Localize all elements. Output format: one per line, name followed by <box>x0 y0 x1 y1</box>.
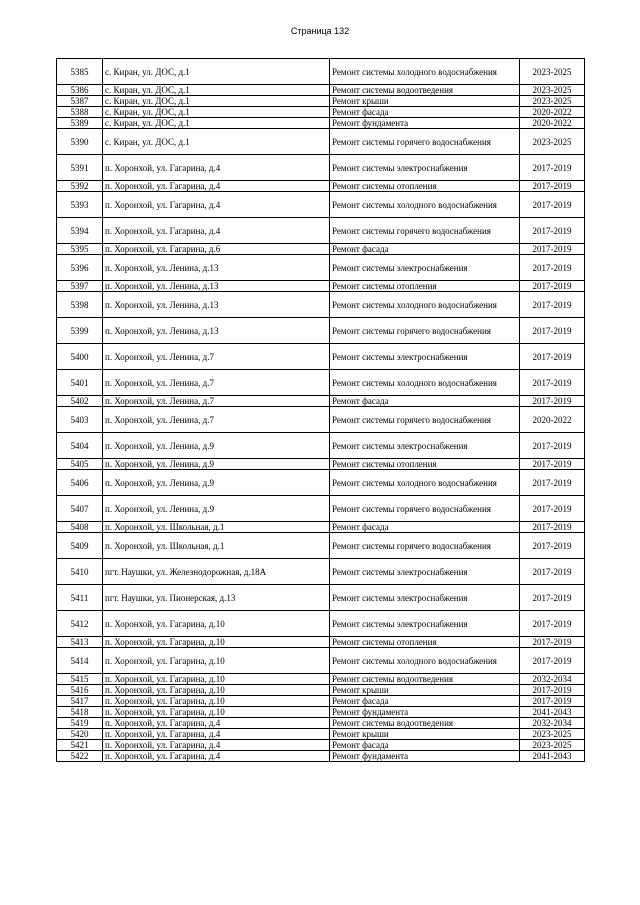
address-cell: с. Киран, ул. ДОС, д.1 <box>103 107 330 118</box>
address-cell: п. Хоронхой, ул. Школьная, д.1 <box>103 533 330 559</box>
row-number-cell: 5405 <box>57 459 103 470</box>
table-row <box>57 255 585 281</box>
address-cell: п. Хоронхой, ул. Гагарина, д.10 <box>103 685 330 696</box>
work-type-cell: Ремонт системы отопления <box>330 459 520 470</box>
address-cell: п. Хоронхой, ул. Гагарина, д.10 <box>103 611 330 637</box>
row-number-cell: 5413 <box>57 637 103 648</box>
period-cell: 2017-2019 <box>520 648 585 674</box>
address-cell: п. Хоронхой, ул. Гагарина, д.10 <box>103 696 330 707</box>
table-row <box>57 344 585 370</box>
period-cell: 2017-2019 <box>520 155 585 181</box>
table-row <box>57 707 585 718</box>
work-type-cell: Ремонт крыши <box>330 729 520 740</box>
work-type-cell: Ремонт системы горячего водоснабжения <box>330 533 520 559</box>
work-type-cell: Ремонт системы горячего водоснабжения <box>330 129 520 155</box>
row-number-cell: 5390 <box>57 129 103 155</box>
period-cell: 2017-2019 <box>520 685 585 696</box>
period-cell: 2017-2019 <box>520 255 585 281</box>
period-cell: 2017-2019 <box>520 533 585 559</box>
address-cell: п. Хоронхой, ул. Ленина, д.9 <box>103 496 330 522</box>
work-type-cell: Ремонт системы горячего водоснабжения <box>330 218 520 244</box>
period-cell: 2017-2019 <box>520 696 585 707</box>
work-type-cell: Ремонт системы отопления <box>330 637 520 648</box>
work-type-cell: Ремонт системы холодного водоснабжения <box>330 292 520 318</box>
table-row <box>57 433 585 459</box>
period-cell: 2017-2019 <box>520 370 585 396</box>
row-number-cell: 5415 <box>57 674 103 685</box>
table-row <box>57 522 585 533</box>
period-cell: 2017-2019 <box>520 344 585 370</box>
work-type-cell: Ремонт системы электроснабжения <box>330 611 520 637</box>
address-cell: пгт. Наушки, ул. Пионерская, д.13 <box>103 585 330 611</box>
address-cell: с. Киран, ул. ДОС, д.1 <box>103 129 330 155</box>
table-row <box>57 585 585 611</box>
row-number-cell: 5416 <box>57 685 103 696</box>
table-row <box>57 611 585 637</box>
address-cell: п. Хоронхой, ул. Ленина, д.9 <box>103 433 330 459</box>
table-row <box>57 637 585 648</box>
address-cell: п. Хоронхой, ул. Гагарина, д.4 <box>103 751 330 762</box>
work-type-cell: Ремонт системы электроснабжения <box>330 559 520 585</box>
table-row <box>57 318 585 344</box>
table-row <box>57 685 585 696</box>
work-type-cell: Ремонт системы холодного водоснабжения <box>330 648 520 674</box>
address-cell: п. Хоронхой, ул. Ленина, д.13 <box>103 255 330 281</box>
address-cell: п. Хоронхой, ул. Гагарина, д.10 <box>103 648 330 674</box>
period-cell: 2032-2034 <box>520 674 585 685</box>
table-row <box>57 674 585 685</box>
work-type-cell: Ремонт системы электроснабжения <box>330 433 520 459</box>
table-row <box>57 218 585 244</box>
period-cell: 2032-2034 <box>520 718 585 729</box>
row-number-cell: 5395 <box>57 244 103 255</box>
address-cell: п. Хоронхой, ул. Гагарина, д.4 <box>103 718 330 729</box>
period-cell: 2017-2019 <box>520 637 585 648</box>
address-cell: пгт. Наушки, ул. Железнодорожная, д.18А <box>103 559 330 585</box>
work-type-cell: Ремонт системы водоотведения <box>330 85 520 96</box>
address-cell: п. Хоронхой, ул. Гагарина, д.4 <box>103 192 330 218</box>
address-cell: п. Хоронхой, ул. Гагарина, д.4 <box>103 181 330 192</box>
row-number-cell: 5393 <box>57 192 103 218</box>
row-number-cell: 5398 <box>57 292 103 318</box>
row-number-cell: 5387 <box>57 96 103 107</box>
address-cell: п. Хоронхой, ул. Ленина, д.13 <box>103 318 330 344</box>
address-cell: с. Киран, ул. ДОС, д.1 <box>103 85 330 96</box>
period-cell: 2017-2019 <box>520 611 585 637</box>
table-row <box>57 496 585 522</box>
work-type-cell: Ремонт фундамента <box>330 751 520 762</box>
table-row <box>57 729 585 740</box>
period-cell: 2017-2019 <box>520 470 585 496</box>
work-type-cell: Ремонт системы отопления <box>330 281 520 292</box>
address-cell: п. Хоронхой, ул. Гагарина, д.10 <box>103 707 330 718</box>
table-row <box>57 696 585 707</box>
address-cell: п. Хоронхой, ул. Ленина, д.7 <box>103 407 330 433</box>
row-number-cell: 5412 <box>57 611 103 637</box>
row-number-cell: 5399 <box>57 318 103 344</box>
work-type-cell: Ремонт системы холодного водоснабжения <box>330 59 520 85</box>
period-cell: 2020-2022 <box>520 107 585 118</box>
work-type-cell: Ремонт системы электроснабжения <box>330 155 520 181</box>
address-cell: п. Хоронхой, ул. Ленина, д.13 <box>103 281 330 292</box>
work-type-cell: Ремонт крыши <box>330 96 520 107</box>
row-number-cell: 5421 <box>57 740 103 751</box>
table-row <box>57 370 585 396</box>
row-number-cell: 5417 <box>57 696 103 707</box>
work-type-cell: Ремонт фасада <box>330 740 520 751</box>
work-type-cell: Ремонт системы электроснабжения <box>330 255 520 281</box>
table-row <box>57 407 585 433</box>
period-cell: 2020-2022 <box>520 118 585 129</box>
work-type-cell: Ремонт системы горячего водоснабжения <box>330 318 520 344</box>
address-cell: п. Хоронхой, ул. Гагарина, д.6 <box>103 244 330 255</box>
period-cell: 2017-2019 <box>520 192 585 218</box>
work-type-cell: Ремонт фасада <box>330 396 520 407</box>
table-body <box>57 59 585 762</box>
period-cell: 2041-2043 <box>520 707 585 718</box>
address-cell: п. Хоронхой, ул. Ленина, д.13 <box>103 292 330 318</box>
period-cell: 2041-2043 <box>520 751 585 762</box>
work-type-cell: Ремонт системы электроснабжения <box>330 344 520 370</box>
period-cell: 2023-2025 <box>520 740 585 751</box>
row-number-cell: 5391 <box>57 155 103 181</box>
address-cell: п. Хоронхой, ул. Ленина, д.7 <box>103 396 330 407</box>
row-number-cell: 5414 <box>57 648 103 674</box>
table-row <box>57 648 585 674</box>
row-number-cell: 5394 <box>57 218 103 244</box>
work-type-cell: Ремонт системы отопления <box>330 181 520 192</box>
address-cell: с. Киран, ул. ДОС, д.1 <box>103 118 330 129</box>
address-cell: п. Хоронхой, ул. Гагарина, д.10 <box>103 674 330 685</box>
table-row <box>57 85 585 96</box>
address-cell: п. Хоронхой, ул. Ленина, д.7 <box>103 344 330 370</box>
row-number-cell: 5400 <box>57 344 103 370</box>
period-cell: 2017-2019 <box>520 459 585 470</box>
period-cell: 2017-2019 <box>520 281 585 292</box>
address-cell: п. Хоронхой, ул. Школьная, д.1 <box>103 522 330 533</box>
period-cell: 2017-2019 <box>520 181 585 192</box>
table-row <box>57 118 585 129</box>
row-number-cell: 5408 <box>57 522 103 533</box>
table-row <box>57 129 585 155</box>
address-cell: п. Хоронхой, ул. Ленина, д.9 <box>103 470 330 496</box>
table-row <box>57 740 585 751</box>
row-number-cell: 5419 <box>57 718 103 729</box>
period-cell: 2017-2019 <box>520 396 585 407</box>
period-cell: 2017-2019 <box>520 522 585 533</box>
row-number-cell: 5403 <box>57 407 103 433</box>
row-number-cell: 5397 <box>57 281 103 292</box>
table-row <box>57 470 585 496</box>
address-cell: с. Киран, ул. ДОС, д.1 <box>103 59 330 85</box>
row-number-cell: 5409 <box>57 533 103 559</box>
table-row <box>57 244 585 255</box>
work-type-cell: Ремонт фасада <box>330 244 520 255</box>
work-type-cell: Ремонт системы холодного водоснабжения <box>330 370 520 396</box>
table-row <box>57 559 585 585</box>
period-cell: 2017-2019 <box>520 433 585 459</box>
period-cell: 2023-2025 <box>520 85 585 96</box>
table-row <box>57 59 585 85</box>
work-type-cell: Ремонт системы горячего водоснабжения <box>330 407 520 433</box>
row-number-cell: 5389 <box>57 118 103 129</box>
row-number-cell: 5386 <box>57 85 103 96</box>
work-type-cell: Ремонт системы водоотведения <box>330 674 520 685</box>
row-number-cell: 5406 <box>57 470 103 496</box>
period-cell: 2017-2019 <box>520 559 585 585</box>
row-number-cell: 5385 <box>57 59 103 85</box>
period-cell: 2017-2019 <box>520 496 585 522</box>
row-number-cell: 5401 <box>57 370 103 396</box>
page-number-label: Страница 132 <box>290 26 350 36</box>
work-type-cell: Ремонт фундамента <box>330 118 520 129</box>
table-row <box>57 155 585 181</box>
period-cell: 2017-2019 <box>520 318 585 344</box>
work-type-cell: Ремонт системы водоотведения <box>330 718 520 729</box>
address-cell: п. Хоронхой, ул. Гагарина, д.4 <box>103 218 330 244</box>
address-cell: п. Хоронхой, ул. Ленина, д.7 <box>103 370 330 396</box>
table-row <box>57 281 585 292</box>
table-row <box>57 396 585 407</box>
address-cell: п. Хоронхой, ул. Гагарина, д.4 <box>103 155 330 181</box>
work-type-cell: Ремонт системы горячего водоснабжения <box>330 496 520 522</box>
period-cell: 2017-2019 <box>520 585 585 611</box>
table-row <box>57 107 585 118</box>
period-cell: 2017-2019 <box>520 218 585 244</box>
period-cell: 2017-2019 <box>520 244 585 255</box>
work-type-cell: Ремонт фундамента <box>330 707 520 718</box>
row-number-cell: 5411 <box>57 585 103 611</box>
work-type-cell: Ремонт системы холодного водоснабжения <box>330 192 520 218</box>
period-cell: 2023-2025 <box>520 129 585 155</box>
work-type-cell: Ремонт фасада <box>330 522 520 533</box>
address-cell: п. Хоронхой, ул. Гагарина, д.4 <box>103 740 330 751</box>
address-cell: п. Хоронхой, ул. Ленина, д.9 <box>103 459 330 470</box>
table-row <box>57 533 585 559</box>
table-row <box>57 96 585 107</box>
row-number-cell: 5402 <box>57 396 103 407</box>
table-row <box>57 192 585 218</box>
row-number-cell: 5388 <box>57 107 103 118</box>
address-cell: с. Киран, ул. ДОС, д.1 <box>103 96 330 107</box>
work-type-cell: Ремонт фасада <box>330 696 520 707</box>
row-number-cell: 5404 <box>57 433 103 459</box>
work-type-cell: Ремонт системы электроснабжения <box>330 585 520 611</box>
period-cell: 2020-2022 <box>520 407 585 433</box>
work-type-cell: Ремонт фасада <box>330 107 520 118</box>
table-row <box>57 292 585 318</box>
table-row <box>57 718 585 729</box>
work-type-cell: Ремонт системы холодного водоснабжения <box>330 470 520 496</box>
row-number-cell: 5410 <box>57 559 103 585</box>
row-number-cell: 5418 <box>57 707 103 718</box>
work-type-cell: Ремонт крыши <box>330 685 520 696</box>
table-row <box>57 181 585 192</box>
repair-schedule-table <box>56 58 585 762</box>
address-cell: п. Хоронхой, ул. Гагарина, д.10 <box>103 637 330 648</box>
address-cell: п. Хоронхой, ул. Гагарина, д.4 <box>103 729 330 740</box>
table-row <box>57 751 585 762</box>
row-number-cell: 5396 <box>57 255 103 281</box>
period-cell: 2023-2025 <box>520 59 585 85</box>
row-number-cell: 5407 <box>57 496 103 522</box>
row-number-cell: 5392 <box>57 181 103 192</box>
table-row <box>57 459 585 470</box>
period-cell: 2017-2019 <box>520 292 585 318</box>
row-number-cell: 5420 <box>57 729 103 740</box>
period-cell: 2023-2025 <box>520 96 585 107</box>
row-number-cell: 5422 <box>57 751 103 762</box>
period-cell: 2023-2025 <box>520 729 585 740</box>
